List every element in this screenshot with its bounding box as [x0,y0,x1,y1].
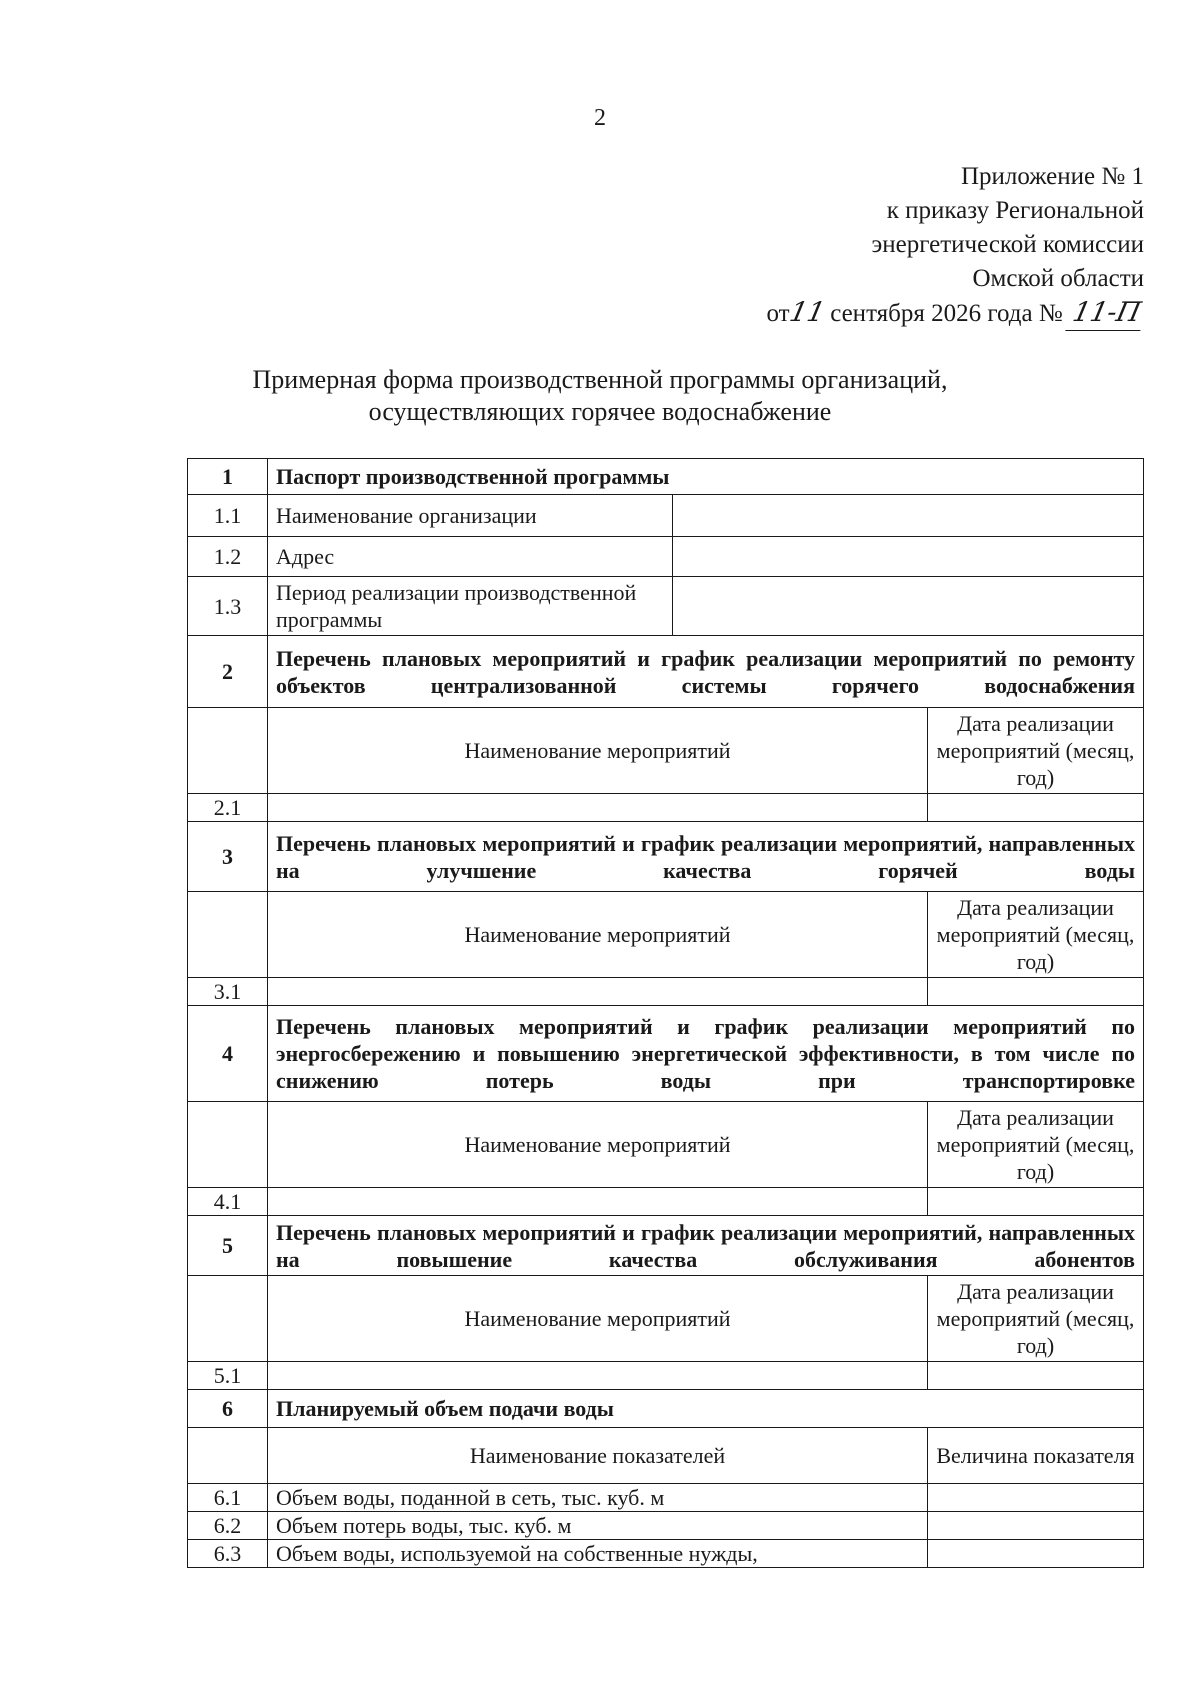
table-row [188,1362,1144,1390]
table-row [188,1512,1144,1540]
table-row [188,1540,1144,1568]
table-row [188,794,1144,822]
row-number: 6.1 [188,1484,268,1512]
row-label: Объем воды, используемой на собственные нужды, [268,1540,928,1568]
row-label: Адрес [268,537,673,577]
section-6-header [188,1390,1144,1428]
empty-cell [188,1276,268,1362]
row-label: Период реализации производственной программы [268,577,673,636]
order-number-handwritten: 11-П [1065,296,1147,331]
section-3-header [188,822,1144,892]
section-number: 4 [188,1006,268,1102]
section-4-header [188,1006,1144,1102]
column-header-name: Наименование мероприятий [268,892,928,978]
column-header-row [188,892,1144,978]
row-value-cell [928,1540,1144,1568]
column-header-date: Дата реализации мероприятий (месяц, год) [928,1276,1144,1362]
column-header-row [188,1428,1144,1484]
row-value-cell [673,495,1144,537]
row-value-cell [268,1362,928,1390]
section-title: Перечень плановых мероприятий и график реализации мероприятий по ремонту объектов централизованной системы горячего водоснабжения [268,636,1144,708]
row-label: Объем потерь воды, тыс. куб. м [268,1512,928,1540]
appendix-order-ref: к приказу Региональной [886,197,1144,224]
order-date-line [766,296,1144,331]
row-value-cell [268,794,928,822]
appendix-title: Приложение № 1 [960,163,1144,190]
table-row [188,577,1144,636]
column-header-date: Дата реализации мероприятий (месяц, год) [928,1102,1144,1188]
section-number: 6 [188,1390,268,1428]
section-title: Перечень плановых мероприятий и график реализации мероприятий, направленных на улучшение качества горячей воды [268,822,1144,892]
row-value-cell [673,577,1144,636]
section-number: 3 [188,822,268,892]
row-value-cell [268,1188,928,1216]
empty-cell [188,892,268,978]
row-number: 1.1 [188,495,268,537]
section-number: 1 [188,459,268,495]
row-value-cell [268,978,928,1006]
title-line-1: Примерная форма производственной программы организаций, [252,365,948,394]
row-value-cell [928,1512,1144,1540]
table-row [188,1188,1144,1216]
section-1-header [188,459,1144,495]
table-row [188,978,1144,1006]
column-header-row [188,1102,1144,1188]
program-form-table [187,458,1144,1568]
empty-cell [188,1428,268,1484]
appendix-region: Омской области [972,265,1144,292]
row-date-cell [928,794,1144,822]
page-number: 2 [594,105,606,131]
title-line-2: осуществляющих горячее водоснабжение [368,397,832,426]
section-title: Планируемый объем подачи воды [268,1390,1144,1428]
row-number: 1.3 [188,577,268,636]
column-header-date: Дата реализации мероприятий (месяц, год) [928,708,1144,794]
section-number: 2 [188,636,268,708]
section-title: Перечень плановых мероприятий и график реализации мероприятий по энергосбережению и повышению энергетической эффективности, в том числе по снижению потерь воды при транспортировке [268,1006,1144,1102]
order-date-text: сентября 2026 года № [830,300,1063,327]
appendix-header [766,160,1144,331]
column-header-name: Наименование показателей [268,1428,928,1484]
row-number: 6.2 [188,1512,268,1540]
row-number: 4.1 [188,1188,268,1216]
appendix-commission: энергетической комиссии [871,231,1144,258]
row-date-cell [928,1362,1144,1390]
row-number: 1.2 [188,537,268,577]
column-header-name: Наименование мероприятий [268,708,928,794]
order-day-handwritten: 11 [786,297,828,328]
row-number: 5.1 [188,1362,268,1390]
section-5-header [188,1216,1144,1276]
row-number: 3.1 [188,978,268,1006]
empty-cell [188,1102,268,1188]
column-header-row [188,708,1144,794]
table-row [188,537,1144,577]
section-number: 5 [188,1216,268,1276]
row-date-cell [928,978,1144,1006]
table-row [188,495,1144,537]
row-value-cell [673,537,1144,577]
order-prefix: от [766,300,790,327]
section-title: Паспорт производственной программы [268,459,1144,495]
table-row [188,1484,1144,1512]
row-label: Наименование организации [268,495,673,537]
empty-cell [188,708,268,794]
column-header-name: Наименование мероприятий [268,1276,928,1362]
row-number: 2.1 [188,794,268,822]
column-header-date: Дата реализации мероприятий (месяц, год) [928,892,1144,978]
column-header-name: Наименование мероприятий [268,1102,928,1188]
row-number: 6.3 [188,1540,268,1568]
column-header-value: Величина показателя [928,1428,1144,1484]
row-value-cell [928,1484,1144,1512]
section-title: Перечень плановых мероприятий и график реализации мероприятий, направленных на повышение качества обслуживания абонентов [268,1216,1144,1276]
document-title [0,364,1200,428]
row-label: Объем воды, поданной в сеть, тыс. куб. м [268,1484,928,1512]
column-header-row [188,1276,1144,1362]
row-date-cell [928,1188,1144,1216]
section-2-header [188,636,1144,708]
